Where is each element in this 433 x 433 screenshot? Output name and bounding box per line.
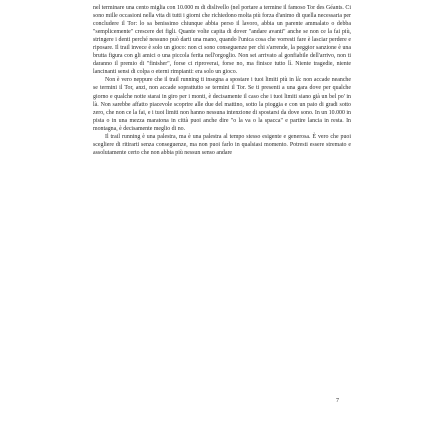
page-number: 7 bbox=[336, 398, 339, 404]
body-text bbox=[93, 4, 351, 157]
paragraph-1: nel terminare una cento miglia con 10.000 m di dislivello (nel portare a termine il famoso Tor des Géants. Ci sono mille occasioni nella vita di tutti i giorni che richiedono molta più forza d'animo di quella necessaria per concludere il Tor: lo sa benissimo chiunque abbia perso il lavoro, abbia un parente ammalato o debba "semplicemente" crescere dei figli. Quante volte capita di dover "andare avanti" anche se non ce la fai più, stringere i denti perché nessuno può darti una mano, quando l'unica cosa che vorresti fare è lasciar perdere e riposare. Il trail invece è solo un gioco: non ci sono conseguenze per chi s'arrende, la peggior sanzione è una brutta figura con gli amici o una piccola ferita nell'orgoglio. Non sei arrivato al gonfiabile dell'arrivo, non ti daranno il premio di "finisher", forse ci riproverai, forse no, ma finisce tutto lì. Niente tragedie, niente lancinanti sensi di colpa o eterni rimpianti: era solo un gioco. bbox=[93, 5, 351, 76]
paragraph-3: Il trail running è una palestra, ma è una palestra al tempo stesso esigente e generosa. È vero che puoi scegliere di ritirarti senza conseguenze, ma non puoi farlo in qualsiasi momento. Potresti essere stremato e assolutamente certo che non abbia più nessun senso andare bbox=[93, 133, 351, 156]
paragraph-2: Non è vero neppure che il trail running ti insegna a spostare i tuoi limiti più in là: non accade neanche se termini il Tor, anzi, non accade soprattutto se termini il Tor. Se ti presenti a una gara dove per qualche giorno e qualche notte starai in giro per i monti, è decisamente il caso che i tuoi limiti siano già un bel po' in là. Non sarebbe affatto piacevole scoprire alle due del mattino, sotto la pioggia e con un paio di gradi sotto zero, che non ce la fai, e i tuoi limiti non hanno nessuna intenzione di spostarsi da dove sono. In un 10.000 in pista o in una mezza maratona in città puoi anche dire "o la va o la spacca" e partire lancia in resta. In montagna, è decisamente meglio di no. bbox=[93, 77, 351, 132]
